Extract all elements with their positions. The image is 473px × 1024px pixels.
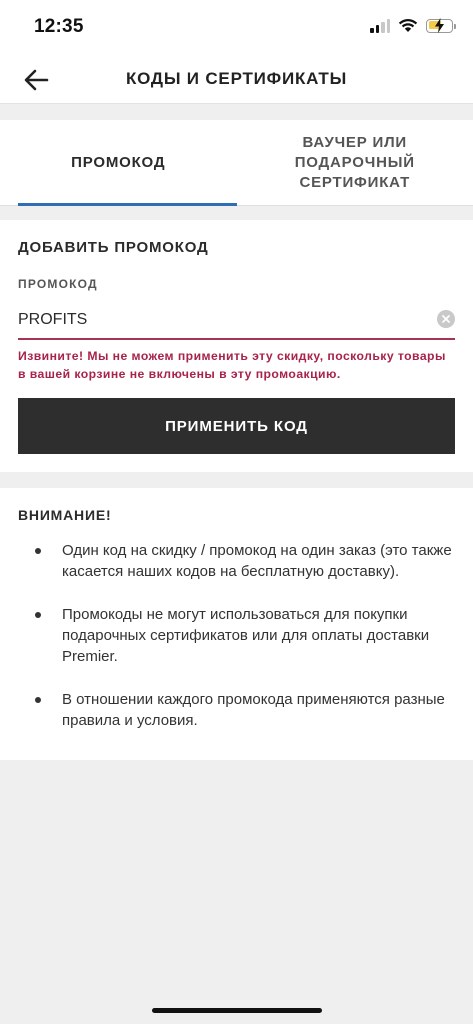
notice-item bbox=[0, 604, 473, 667]
promo-code-card bbox=[0, 220, 473, 472]
bullet-icon bbox=[35, 697, 41, 703]
promo-error-message: Извините! Мы не можем применить эту скидку, поскольку товары в вашей корзине не включены в эту промоакцию. bbox=[18, 349, 446, 381]
bullet-icon bbox=[35, 548, 41, 554]
notice-list bbox=[0, 540, 473, 753]
bullet-icon bbox=[35, 612, 41, 618]
notice-card bbox=[0, 488, 473, 760]
notice-title: ВНИМАНИЕ! bbox=[18, 507, 112, 523]
tab-promo-code-label: ПРОМОКОД bbox=[71, 153, 166, 171]
clear-circle-icon bbox=[441, 314, 451, 324]
active-tab-indicator bbox=[18, 203, 237, 206]
notice-item bbox=[0, 540, 473, 582]
tab-voucher-gift-card[interactable] bbox=[237, 120, 473, 205]
add-promo-title: ДОБАВИТЬ ПРОМОКОД bbox=[18, 239, 209, 256]
promo-field-label: ПРОМОКОД bbox=[18, 277, 98, 291]
header bbox=[0, 56, 473, 104]
status-bar bbox=[0, 0, 473, 56]
promo-code-field bbox=[18, 302, 455, 340]
tab-voucher-label-line-3: СЕРТИФИКАТ bbox=[299, 173, 411, 191]
tab-promo-code[interactable] bbox=[0, 120, 237, 205]
status-time: 12:35 bbox=[34, 16, 84, 37]
status-icons bbox=[370, 18, 453, 33]
promo-code-input[interactable] bbox=[18, 308, 418, 332]
tab-bar bbox=[0, 120, 473, 206]
wifi-icon bbox=[398, 18, 418, 33]
signal-icon bbox=[370, 19, 390, 33]
battery-charging-icon bbox=[426, 19, 453, 33]
home-indicator[interactable] bbox=[152, 1008, 322, 1013]
tab-voucher-label-line-2: ПОДАРОЧНЫЙ bbox=[294, 153, 415, 171]
page-title: КОДЫ И СЕРТИФИКАТЫ bbox=[125, 69, 348, 88]
clear-input-button[interactable] bbox=[437, 310, 455, 328]
tab-voucher-label bbox=[295, 133, 415, 193]
notice-item-text: Один код на скидку / промокод на один заказ (это также касается наших кодов на бесплатную доставку). bbox=[62, 542, 452, 580]
apply-code-button[interactable]: ПРИМЕНИТЬ КОД bbox=[18, 398, 455, 454]
notice-item-text: В отношении каждого промокода применяются разные правила и условия. bbox=[62, 691, 445, 729]
notice-item-text: Промокоды не могут использоваться для покупки подарочных сертификатов или для оплаты доставки Premier. bbox=[62, 606, 430, 665]
notice-item bbox=[0, 689, 473, 731]
tab-voucher-label-line-1: ВАУЧЕР ИЛИ bbox=[302, 133, 407, 151]
